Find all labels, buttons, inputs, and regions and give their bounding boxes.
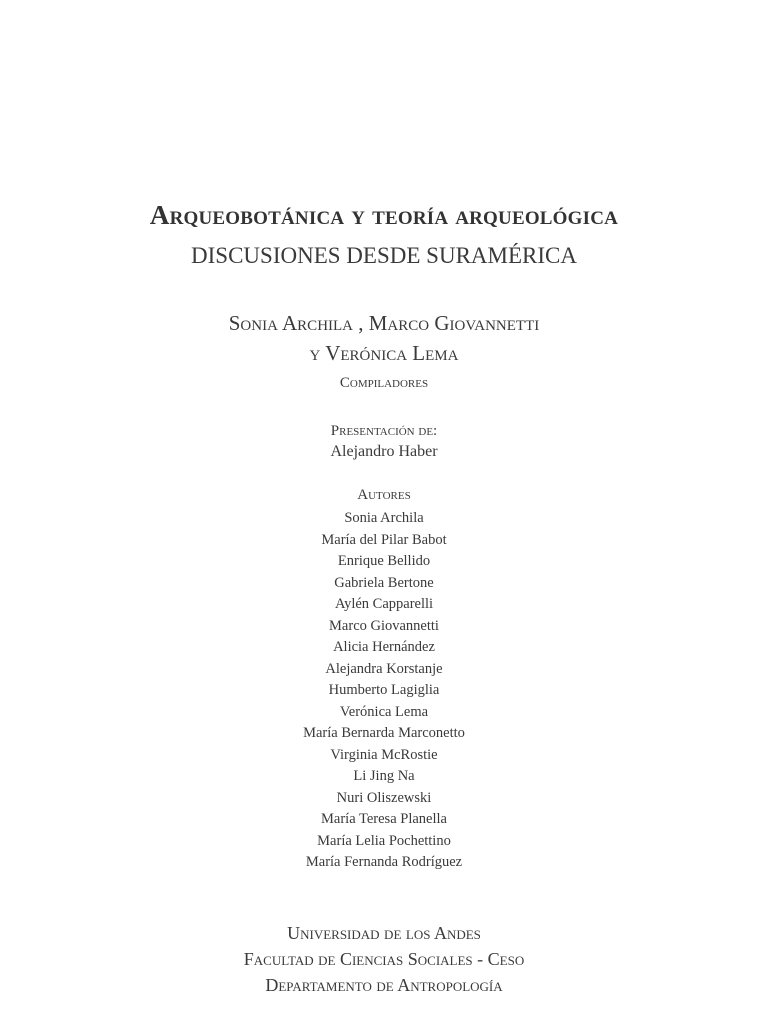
author-name: Alicia Hernández xyxy=(333,639,435,655)
author-name: María Bernarda Marconetto xyxy=(303,725,465,741)
author-name: María Lelia Pochettino xyxy=(317,832,451,849)
author-name: María del Pilar Babot xyxy=(321,531,447,548)
editors-line-2: y Verónica Lema xyxy=(309,341,459,365)
editors-line-1: Sonia Archila , Marco Giovannetti xyxy=(228,311,540,335)
department-name: Departamento de Antropología xyxy=(265,975,503,995)
presentation-name: Alejandro Haber xyxy=(330,443,438,460)
editors-role: Compiladores xyxy=(339,375,429,391)
author-name: María Teresa Planella xyxy=(321,811,447,827)
presentation-label: Presentación de: xyxy=(330,423,438,439)
book-title: Arqueobotánica y teoría arqueológica xyxy=(149,200,619,230)
author-name: Virginia McRostie xyxy=(330,746,438,763)
author-name: Nuri Oliszewski xyxy=(336,789,432,806)
author-name: María Fernanda Rodríguez xyxy=(305,854,463,870)
book-subtitle: DISCUSIONES DESDE SURAMÉRICA xyxy=(191,243,577,268)
faculty-name: Facultad de Ciencias Sociales - Ceso xyxy=(243,949,525,969)
authors-list xyxy=(0,508,768,874)
author-name: Marco Giovannetti xyxy=(329,617,439,634)
author-name: Li Jing Na xyxy=(353,768,415,784)
author-name: Gabriela Bertone xyxy=(334,574,434,591)
author-name: Aylén Capparelli xyxy=(334,596,434,612)
author-name: Alejandra Korstanje xyxy=(325,660,443,677)
author-name: Sonia Archila xyxy=(344,510,424,526)
university-name: Universidad de los Andes xyxy=(287,923,481,943)
institution-block xyxy=(0,920,768,998)
author-name: Verónica Lema xyxy=(339,703,429,720)
authors-label: Autores xyxy=(357,487,411,503)
author-name: Humberto Lagiglia xyxy=(328,682,440,698)
author-name: Enrique Bellido xyxy=(337,553,431,569)
